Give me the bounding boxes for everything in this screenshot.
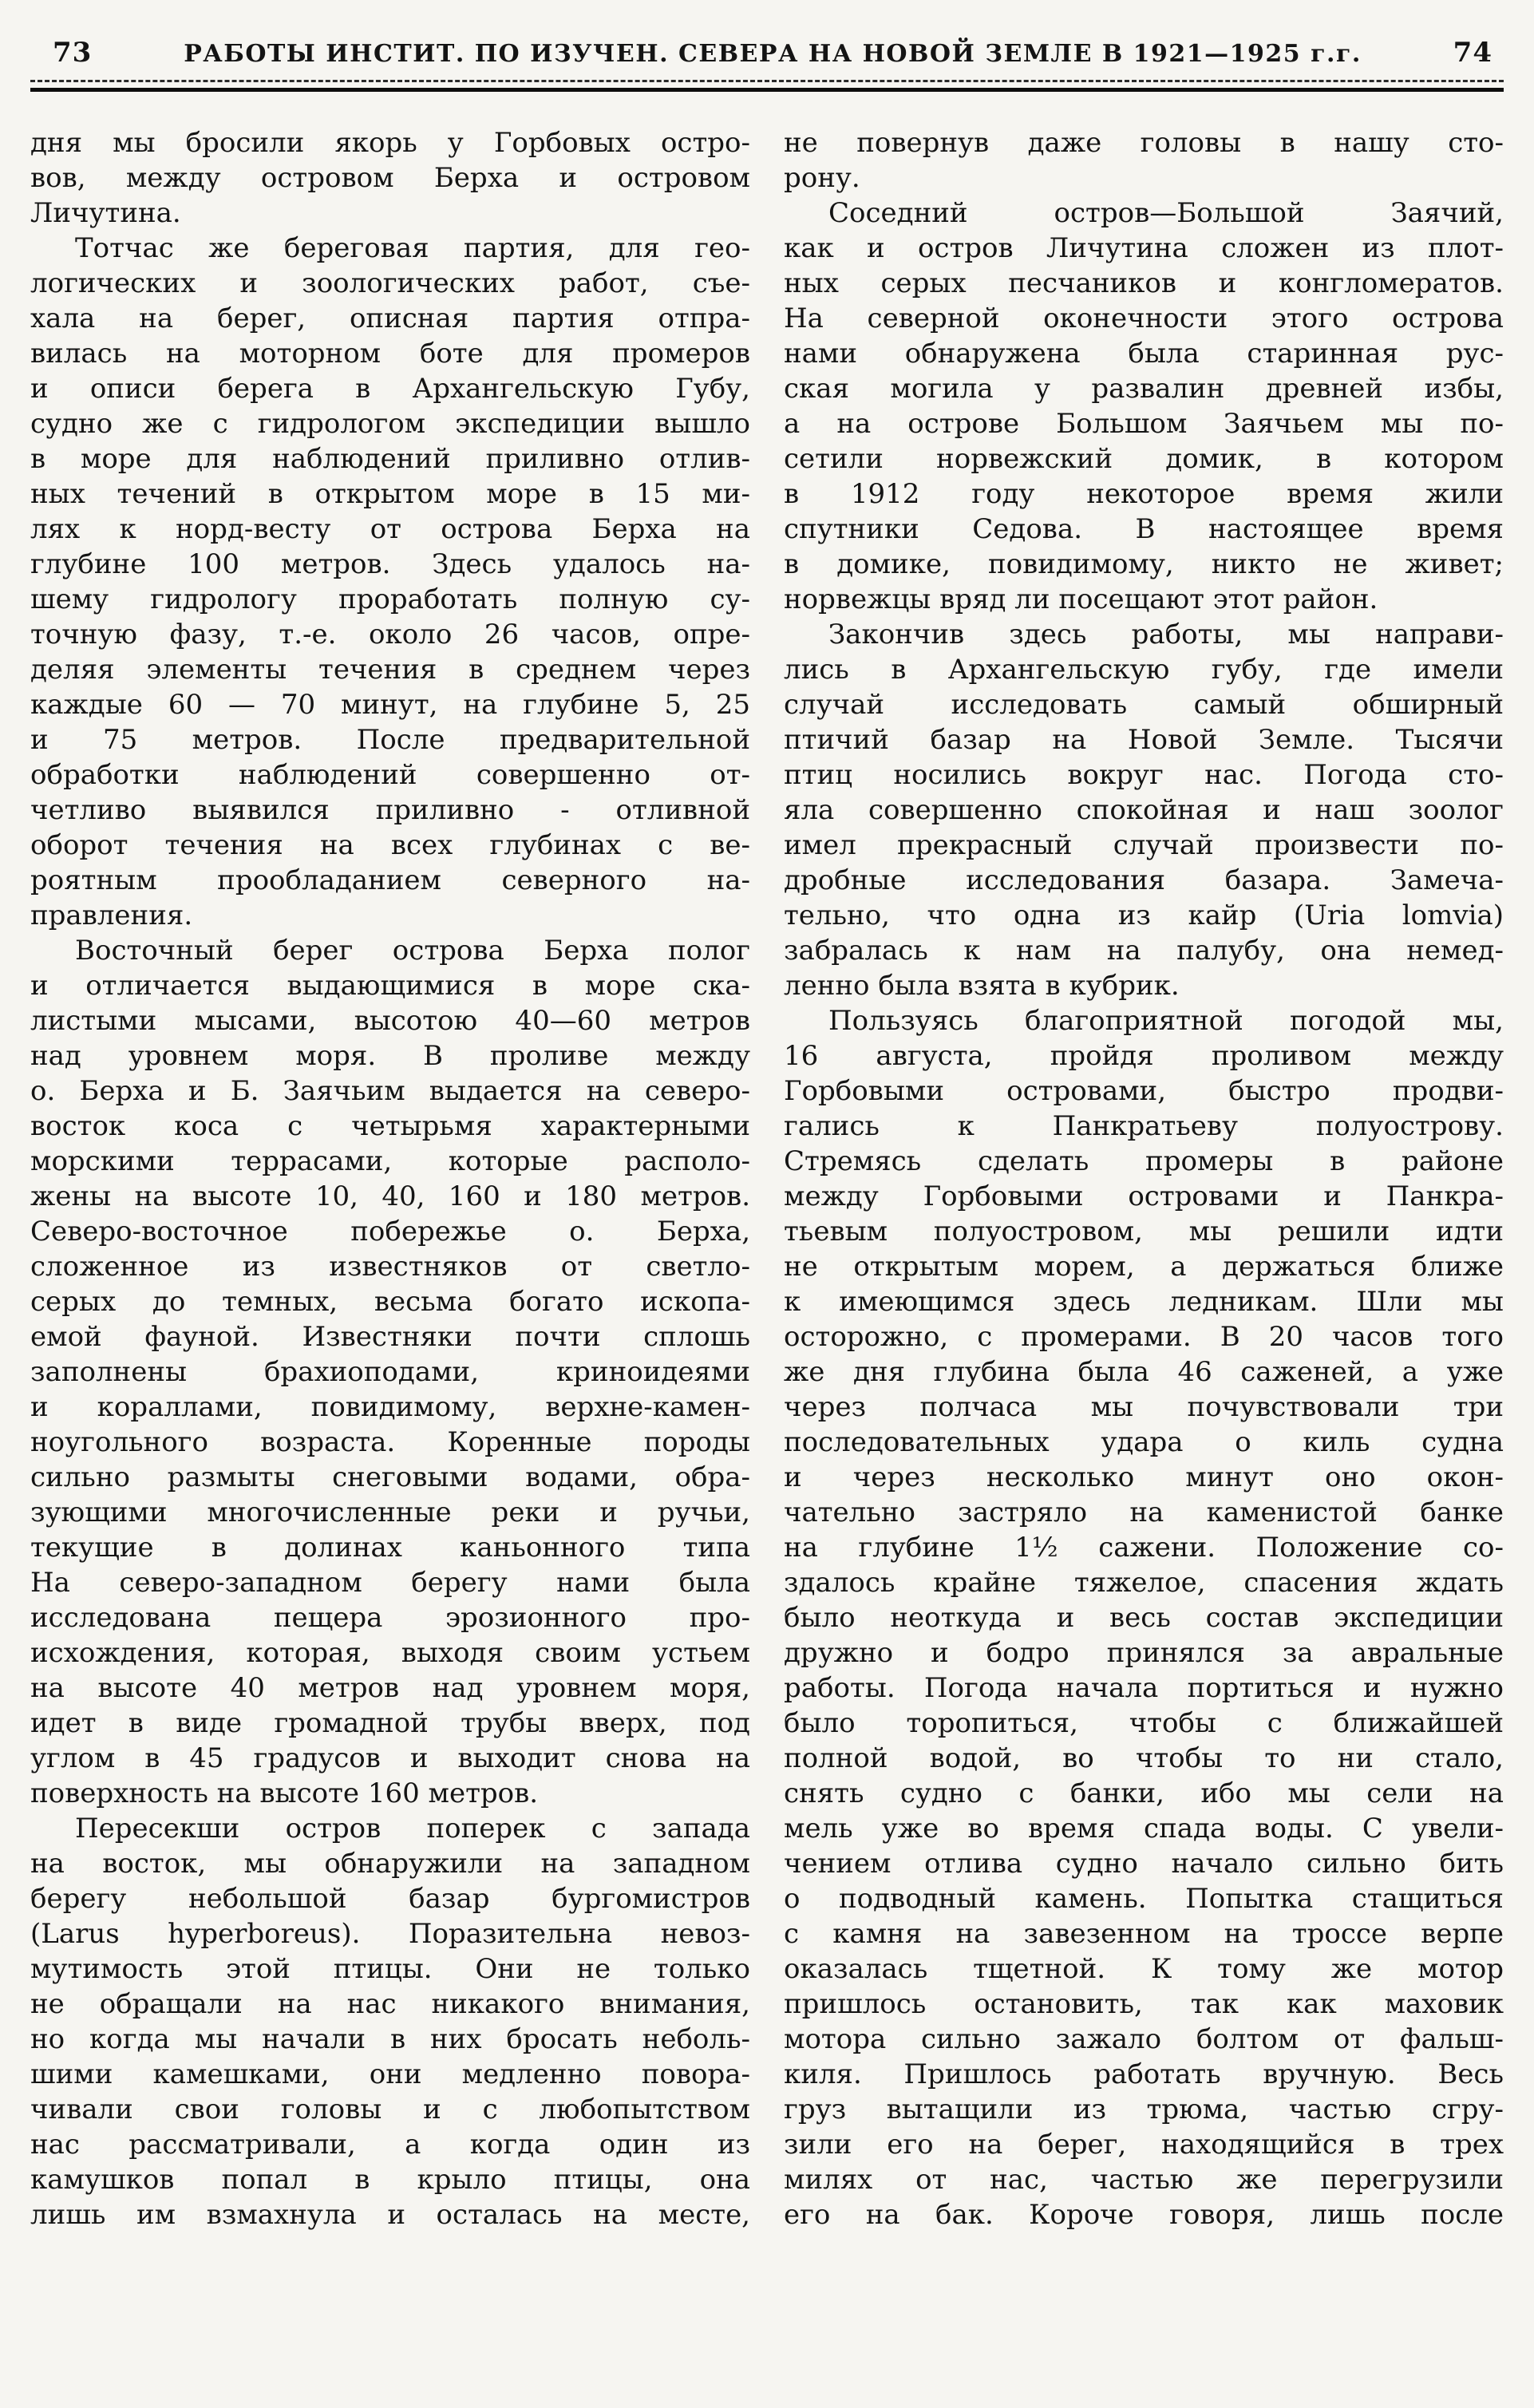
text-line: милях от нас, частью же перегрузили xyxy=(784,2164,1504,2196)
text-line: и кораллами, повидимому, верхне-камен- xyxy=(30,1391,750,1423)
text-line: здалось крайне тяжелое, спасения ждать xyxy=(784,1567,1504,1599)
text-line: над уровнем моря. В проливе между xyxy=(30,1040,750,1072)
text-line: текущие в долинах каньонного типа xyxy=(30,1532,750,1564)
text-line: дня мы бросили якорь у Горбовых остро- xyxy=(30,127,750,159)
text-line: на глубине 1½ сажени. Положение со- xyxy=(784,1532,1504,1564)
text-line: углом в 45 градусов и выходит снова на xyxy=(30,1742,750,1774)
page-number-left: 73 xyxy=(53,37,93,69)
text-line: оборот течения на всех глубинах с ве- xyxy=(30,829,750,861)
text-line: идет в виде громадной трубы вверх, под xyxy=(30,1707,750,1739)
text-line: зующими многочисленные реки и ручьи, xyxy=(30,1497,750,1528)
text-line: и отличается выдающимися в море ска- xyxy=(30,970,750,1002)
text-line: заполнены брахиоподами, криноидеями xyxy=(30,1356,750,1388)
text-line: (Larus hyperboreus). Поразительна невоз- xyxy=(30,1918,750,1950)
text-line: последовательных удара о киль судна xyxy=(784,1426,1504,1458)
text-line: Тотчас же береговая партия, для гео- xyxy=(75,232,750,264)
text-line: ных течений в открытом море в 15 ми- xyxy=(30,478,750,510)
text-line: жены на высоте 10, 40, 160 и 180 метров. xyxy=(30,1180,750,1212)
text-line: правления. xyxy=(30,900,193,931)
text-line: шими камешками, они медленно повора- xyxy=(30,2058,750,2090)
text-line: снять судно с банки, ибо мы сели на xyxy=(784,1777,1504,1809)
text-line: ленно была взята в кубрик. xyxy=(784,970,1180,1002)
text-line: чивали свои головы и с любопытством xyxy=(30,2094,750,2125)
text-line: птичий базар на Новой Земле. Тысячи xyxy=(784,724,1504,756)
text-line: гались к Панкратьеву полуострову. xyxy=(784,1110,1504,1142)
text-line: киля. Пришлось работать вручную. Весь xyxy=(784,2058,1504,2090)
text-line: четливо выявился приливно - отливной xyxy=(30,794,750,826)
text-line: груз вытащили из трюма, частью сгру- xyxy=(784,2094,1504,2125)
text-line: дружно и бодро принялся за авральные xyxy=(784,1637,1504,1669)
text-line: в море для наблюдений приливно отлив- xyxy=(30,443,750,475)
text-line: лись в Архангельскую губу, где имели xyxy=(784,654,1504,686)
text-line: птиц носились вокруг нас. Погода сто- xyxy=(784,759,1504,791)
text-line: и описи берега в Архангельскую Губу, xyxy=(30,373,750,405)
text-line: а на острове Большом Заячьем мы по- xyxy=(784,408,1504,440)
text-line: осторожно, с промерами. В 20 часов того xyxy=(784,1321,1504,1353)
text-line: и через несколько минут оно окон- xyxy=(784,1461,1504,1493)
text-line: и 75 метров. После предварительной xyxy=(30,724,750,756)
text-line: Пересекши остров поперек с запада xyxy=(75,1813,750,1845)
text-line: судно же с гидрологом экспедиции вышло xyxy=(30,408,750,440)
text-line: Северо-восточное побережье о. Берха, xyxy=(30,1216,750,1247)
text-line: поверхность на высоте 160 метров. xyxy=(30,1777,539,1809)
page-header xyxy=(30,37,1504,69)
text-line: о. Берха и Б. Заячьим выдается на северо- xyxy=(30,1075,750,1107)
text-line: зили его на берег, находящийся в трех xyxy=(784,2129,1504,2161)
text-line: Пользуясь благоприятной погодой мы, xyxy=(828,1005,1504,1037)
text-line: чательно застряло на каменистой банке xyxy=(784,1497,1504,1528)
text-line: с камня на завезенном на троссе верпе xyxy=(784,1918,1504,1950)
text-line: берегу небольшой базар бургомистров xyxy=(30,1883,750,1915)
text-line: глубине 100 метров. Здесь удалось на- xyxy=(30,548,750,580)
text-line: не открытым морем, а держаться ближе xyxy=(784,1251,1504,1283)
text-line: емой фауной. Известняки почти сплошь xyxy=(30,1321,750,1353)
text-line: Соседний остров—Большой Заячий, xyxy=(828,197,1504,229)
text-line: нами обнаружена была старинная рус- xyxy=(784,338,1504,370)
text-line: мутимость этой птицы. Они не только xyxy=(30,1953,750,1985)
text-line: его на бак. Короче говоря, лишь после xyxy=(784,2199,1504,2231)
text-line: серых до темных, весьма богато ископа- xyxy=(30,1286,750,1318)
text-line: сетили норвежский домик, в котором xyxy=(784,443,1504,475)
text-line: обработки наблюдений совершенно от- xyxy=(30,759,750,791)
text-line: в 1912 году некоторое время жили xyxy=(784,478,1504,510)
text-line: камушков попал в крыло птицы, она xyxy=(30,2164,750,2196)
text-line: сложенное из известняков от светло- xyxy=(30,1251,750,1283)
text-line: ская могила у развалин древней избы, xyxy=(784,373,1504,405)
text-line: дробные исследования базара. Замеча- xyxy=(784,864,1504,896)
text-line: ноугольного возраста. Коренные породы xyxy=(30,1426,750,1458)
text-line: восток коса с четырьмя характерными xyxy=(30,1110,750,1142)
text-line: имел прекрасный случай произвести по- xyxy=(784,829,1504,861)
text-columns xyxy=(30,125,1504,2232)
text-line: вилась на моторном боте для промеров xyxy=(30,338,750,370)
text-line: полной водой, во чтобы то ни стало, xyxy=(784,1742,1504,1774)
text-line: же дня глубина была 46 саженей, а уже xyxy=(784,1356,1504,1388)
text-line: шему гидрологу проработать полную су- xyxy=(30,583,750,615)
text-line: 16 августа, пройдя проливом между xyxy=(784,1040,1504,1072)
text-line: мотора сильно зажало болтом от фальш- xyxy=(784,2023,1504,2055)
text-line: забралась к нам на палубу, она немед- xyxy=(784,935,1504,967)
text-line: тельно, что одна из кайр (Uria lomvia) xyxy=(784,900,1504,931)
text-line: не обращали на нас никакого внимания, xyxy=(30,1988,750,2020)
text-line: Личутина. xyxy=(30,197,181,229)
header-rule xyxy=(30,80,1504,92)
text-line: спутники Седова. В настоящее время xyxy=(784,513,1504,545)
page-title: РАБОТЫ ИНСТИТ. ПО ИЗУЧЕН. СЕВЕРА НА НОВОЙ ЗЕМЛЕ В 1921—1925 г.г. xyxy=(184,40,1362,68)
text-line: хала на берег, описная партия отпра- xyxy=(30,302,750,334)
text-line: чением отлива судно начало сильно бить xyxy=(784,1848,1504,1880)
text-line: морскими террасами, которые располо- xyxy=(30,1145,750,1177)
text-line: о подводный камень. Попытка стащиться xyxy=(784,1883,1504,1915)
text-line: было торопиться, чтобы с ближайшей xyxy=(784,1707,1504,1739)
text-line: лишь им взмахнула и осталась на месте, xyxy=(30,2199,750,2231)
text-line: через полчаса мы почувствовали три xyxy=(784,1391,1504,1423)
text-line: рону. xyxy=(784,162,860,194)
text-line: нас рассматривали, а когда один из xyxy=(30,2129,750,2161)
text-line: работы. Погода начала портиться и нужно xyxy=(784,1672,1504,1704)
text-line: Горбовыми островами, быстро продви- xyxy=(784,1075,1504,1107)
text-line: тьевым полуостровом, мы решили идти xyxy=(784,1216,1504,1247)
text-line: логических и зоологических работ, съе- xyxy=(30,267,750,299)
text-line: случай исследовать самый обширный xyxy=(784,689,1504,721)
text-line: лях к норд-весту от острова Берха на xyxy=(30,513,750,545)
text-line: ных серых песчаников и конгломератов. xyxy=(784,267,1504,299)
text-line: на восток, мы обнаружили на западном xyxy=(30,1848,750,1880)
text-line: в домике, повидимому, никто не живет; xyxy=(784,548,1504,580)
text-line: яла совершенно спокойная и наш зоолог xyxy=(784,794,1504,826)
text-line: норвежцы вряд ли посещают этот район. xyxy=(784,583,1378,615)
text-line: мель уже во время спада воды. С увели- xyxy=(784,1813,1504,1845)
text-line: на высоте 40 метров над уровнем моря, xyxy=(30,1672,750,1704)
text-line: листыми мысами, высотою 40—60 метров xyxy=(30,1005,750,1037)
text-line: каждые 60 — 70 минут, на глубине 5, 25 xyxy=(30,689,750,721)
text-line: не повернув даже головы в нашу сто- xyxy=(784,127,1504,159)
text-line: вов, между островом Берха и островом xyxy=(30,162,750,194)
text-line: На северной оконечности этого острова xyxy=(784,302,1504,334)
text-line: Закончив здесь работы, мы направи- xyxy=(828,619,1504,650)
text-line: было неоткуда и весь состав экспедиции xyxy=(784,1602,1504,1634)
text-line: между Горбовыми островами и Панкра- xyxy=(784,1180,1504,1212)
text-line: к имеющимся здесь ледникам. Шли мы xyxy=(784,1286,1504,1318)
column-left xyxy=(30,125,750,2232)
text-line: исхождения, которая, выходя своим устьем xyxy=(30,1637,750,1669)
text-line: как и остров Личутина сложен из плот- xyxy=(784,232,1504,264)
text-line: исследована пещера эрозионного про- xyxy=(30,1602,750,1634)
text-line: но когда мы начали в них бросать неболь- xyxy=(30,2023,750,2055)
text-line: деляя элементы течения в среднем через xyxy=(30,654,750,686)
text-line: Восточный берег острова Берха полог xyxy=(75,935,750,967)
text-line: оказалась тщетной. К тому же мотор xyxy=(784,1953,1504,1985)
text-line: сильно размыты снеговыми водами, обра- xyxy=(30,1461,750,1493)
text-line: точную фазу, т.-е. около 26 часов, опре- xyxy=(30,619,750,650)
text-line: роятным прообладанием северного на- xyxy=(30,864,750,896)
column-right xyxy=(784,125,1504,2232)
text-line: На северо-западном берегу нами была xyxy=(30,1567,750,1599)
text-line: пришлось остановить, так как маховик xyxy=(784,1988,1504,2020)
text-line: Стремясь сделать промеры в районе xyxy=(784,1145,1504,1177)
page-number-right: 74 xyxy=(1453,37,1492,69)
